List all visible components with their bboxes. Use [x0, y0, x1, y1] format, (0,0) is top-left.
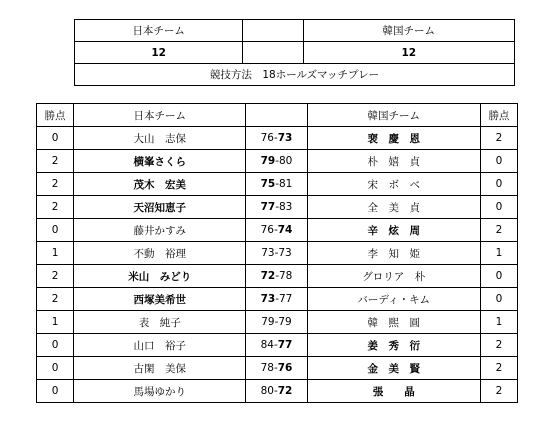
table-row	[37, 380, 518, 403]
japan-score: 76	[260, 132, 274, 144]
table-row	[37, 219, 518, 242]
header-score	[246, 104, 307, 127]
japan-score: 76	[260, 224, 274, 236]
score-separator: -	[275, 201, 279, 213]
table-row	[37, 173, 518, 196]
korea-player-cell: 李 知 姫	[307, 242, 480, 265]
score-cell	[246, 150, 307, 173]
korea-score: 72	[277, 385, 293, 397]
japan-score: 73	[260, 293, 276, 305]
table-row	[37, 150, 518, 173]
score-cell	[246, 334, 307, 357]
japan-player-cell: 西塚美希世	[74, 288, 246, 311]
japan-player-cell: 藤井かすみ	[74, 219, 246, 242]
score-cell	[246, 311, 307, 334]
japan-player-cell: 茂木 宏美	[74, 173, 246, 196]
korea-player-cell: グロリア 朴	[307, 265, 480, 288]
table-row	[37, 265, 518, 288]
japan-player-cell: 米山 みどり	[74, 265, 246, 288]
score-cell	[246, 288, 307, 311]
japan-points-cell: 2	[37, 265, 74, 288]
japan-score: 80	[260, 385, 274, 397]
korea-player-cell: 裵 慶 恩	[307, 127, 480, 150]
table-row	[37, 196, 518, 219]
japan-points-cell: 0	[37, 219, 74, 242]
korea-score: 76	[277, 362, 293, 374]
korea-score: 77	[278, 293, 293, 305]
korea-player-cell: 姜 秀 衍	[307, 334, 480, 357]
summary-blank	[243, 42, 303, 64]
korea-points-cell: 2	[480, 334, 517, 357]
korea-points-cell: 0	[480, 173, 517, 196]
korea-points-cell: 2	[480, 380, 517, 403]
korea-points-cell: 1	[480, 311, 517, 334]
summary-blank	[243, 20, 303, 42]
team-summary-table	[74, 19, 515, 86]
score-cell	[246, 127, 307, 150]
japan-player-cell: 馬場ゆかり	[74, 380, 246, 403]
japan-score: 78	[260, 362, 274, 374]
score-separator: -	[274, 247, 279, 259]
korea-score: 78	[278, 270, 293, 282]
korea-score: 73	[277, 132, 293, 144]
score-cell	[246, 357, 307, 380]
score-separator: -	[275, 155, 279, 167]
korea-player-cell: 全 美 貞	[307, 196, 480, 219]
header-korea-team: 韓国チーム	[307, 104, 480, 127]
header-japan-points: 勝点	[37, 104, 74, 127]
korea-points-cell: 0	[480, 288, 517, 311]
japan-points-cell: 2	[37, 173, 74, 196]
score-separator: -	[273, 339, 278, 351]
japan-player-cell: 不動 裕理	[74, 242, 246, 265]
japan-team-score: 12	[75, 42, 243, 64]
japan-score: 75	[260, 178, 276, 190]
korea-player-cell: 金 美 賢	[307, 357, 480, 380]
japan-team-label: 日本チーム	[75, 20, 243, 42]
match-results-table	[36, 103, 518, 403]
score-separator: -	[273, 224, 278, 236]
japan-score: 84	[260, 339, 274, 351]
header-japan-team: 日本チーム	[74, 104, 246, 127]
table-row	[37, 127, 518, 150]
korea-player-cell: 韓 熙 圓	[307, 311, 480, 334]
japan-score: 79	[261, 316, 275, 328]
score-separator: -	[275, 178, 279, 190]
korea-score: 74	[277, 224, 293, 236]
korea-points-cell: 1	[480, 242, 517, 265]
score-separator: -	[273, 385, 278, 397]
score-cell	[246, 196, 307, 219]
japan-player-cell: 横峯さくら	[74, 150, 246, 173]
korea-team-score: 12	[303, 42, 515, 64]
header-korea-points: 勝点	[480, 104, 517, 127]
korea-score: 77	[277, 339, 293, 351]
korea-score: 73	[278, 247, 292, 259]
score-separator: -	[273, 362, 278, 374]
table-row	[37, 334, 518, 357]
korea-points-cell: 2	[480, 127, 517, 150]
japan-score: 77	[260, 201, 276, 213]
score-cell	[246, 173, 307, 196]
japan-score: 73	[261, 247, 275, 259]
score-cell	[246, 242, 307, 265]
korea-player-cell: 宋 ボ ベ	[307, 173, 480, 196]
korea-score: 80	[278, 155, 293, 167]
korea-points-cell: 2	[480, 219, 517, 242]
korea-player-cell: 朴 嬉 貞	[307, 150, 480, 173]
korea-score: 83	[278, 201, 293, 213]
table-row	[37, 357, 518, 380]
japan-player-cell: 天沼知恵子	[74, 196, 246, 219]
score-separator: -	[275, 270, 279, 282]
korea-points-cell: 0	[480, 265, 517, 288]
score-cell	[246, 219, 307, 242]
score-separator: -	[275, 293, 279, 305]
score-cell	[246, 265, 307, 288]
japan-points-cell: 2	[37, 196, 74, 219]
japan-score: 72	[260, 270, 276, 282]
competition-format: 競技方法 18ホールズマッチプレー	[75, 64, 515, 86]
japan-points-cell: 0	[37, 334, 74, 357]
table-row	[37, 288, 518, 311]
score-separator: -	[273, 132, 278, 144]
japan-points-cell: 1	[37, 311, 74, 334]
korea-score: 81	[278, 178, 293, 190]
korea-score: 79	[278, 316, 292, 328]
korea-points-cell: 0	[480, 196, 517, 219]
korea-player-cell: バーディ・キム	[307, 288, 480, 311]
results-header-row	[37, 104, 518, 127]
score-separator: -	[274, 316, 279, 328]
japan-player-cell: 大山 志保	[74, 127, 246, 150]
japan-score: 79	[260, 155, 276, 167]
korea-player-cell: 辛 炫 周	[307, 219, 480, 242]
japan-player-cell: 古閑 美保	[74, 357, 246, 380]
results-body	[37, 127, 518, 403]
japan-points-cell: 0	[37, 380, 74, 403]
japan-player-cell: 山口 裕子	[74, 334, 246, 357]
table-row	[37, 311, 518, 334]
table-row	[37, 242, 518, 265]
japan-points-cell: 1	[37, 242, 74, 265]
score-cell	[246, 380, 307, 403]
korea-points-cell: 2	[480, 357, 517, 380]
korea-team-label: 韓国チーム	[303, 20, 515, 42]
japan-points-cell: 0	[37, 127, 74, 150]
japan-points-cell: 2	[37, 150, 74, 173]
korea-player-cell: 張 晶	[307, 380, 480, 403]
japan-points-cell: 2	[37, 288, 74, 311]
japan-points-cell: 0	[37, 357, 74, 380]
korea-points-cell: 0	[480, 150, 517, 173]
japan-player-cell: 表 純子	[74, 311, 246, 334]
